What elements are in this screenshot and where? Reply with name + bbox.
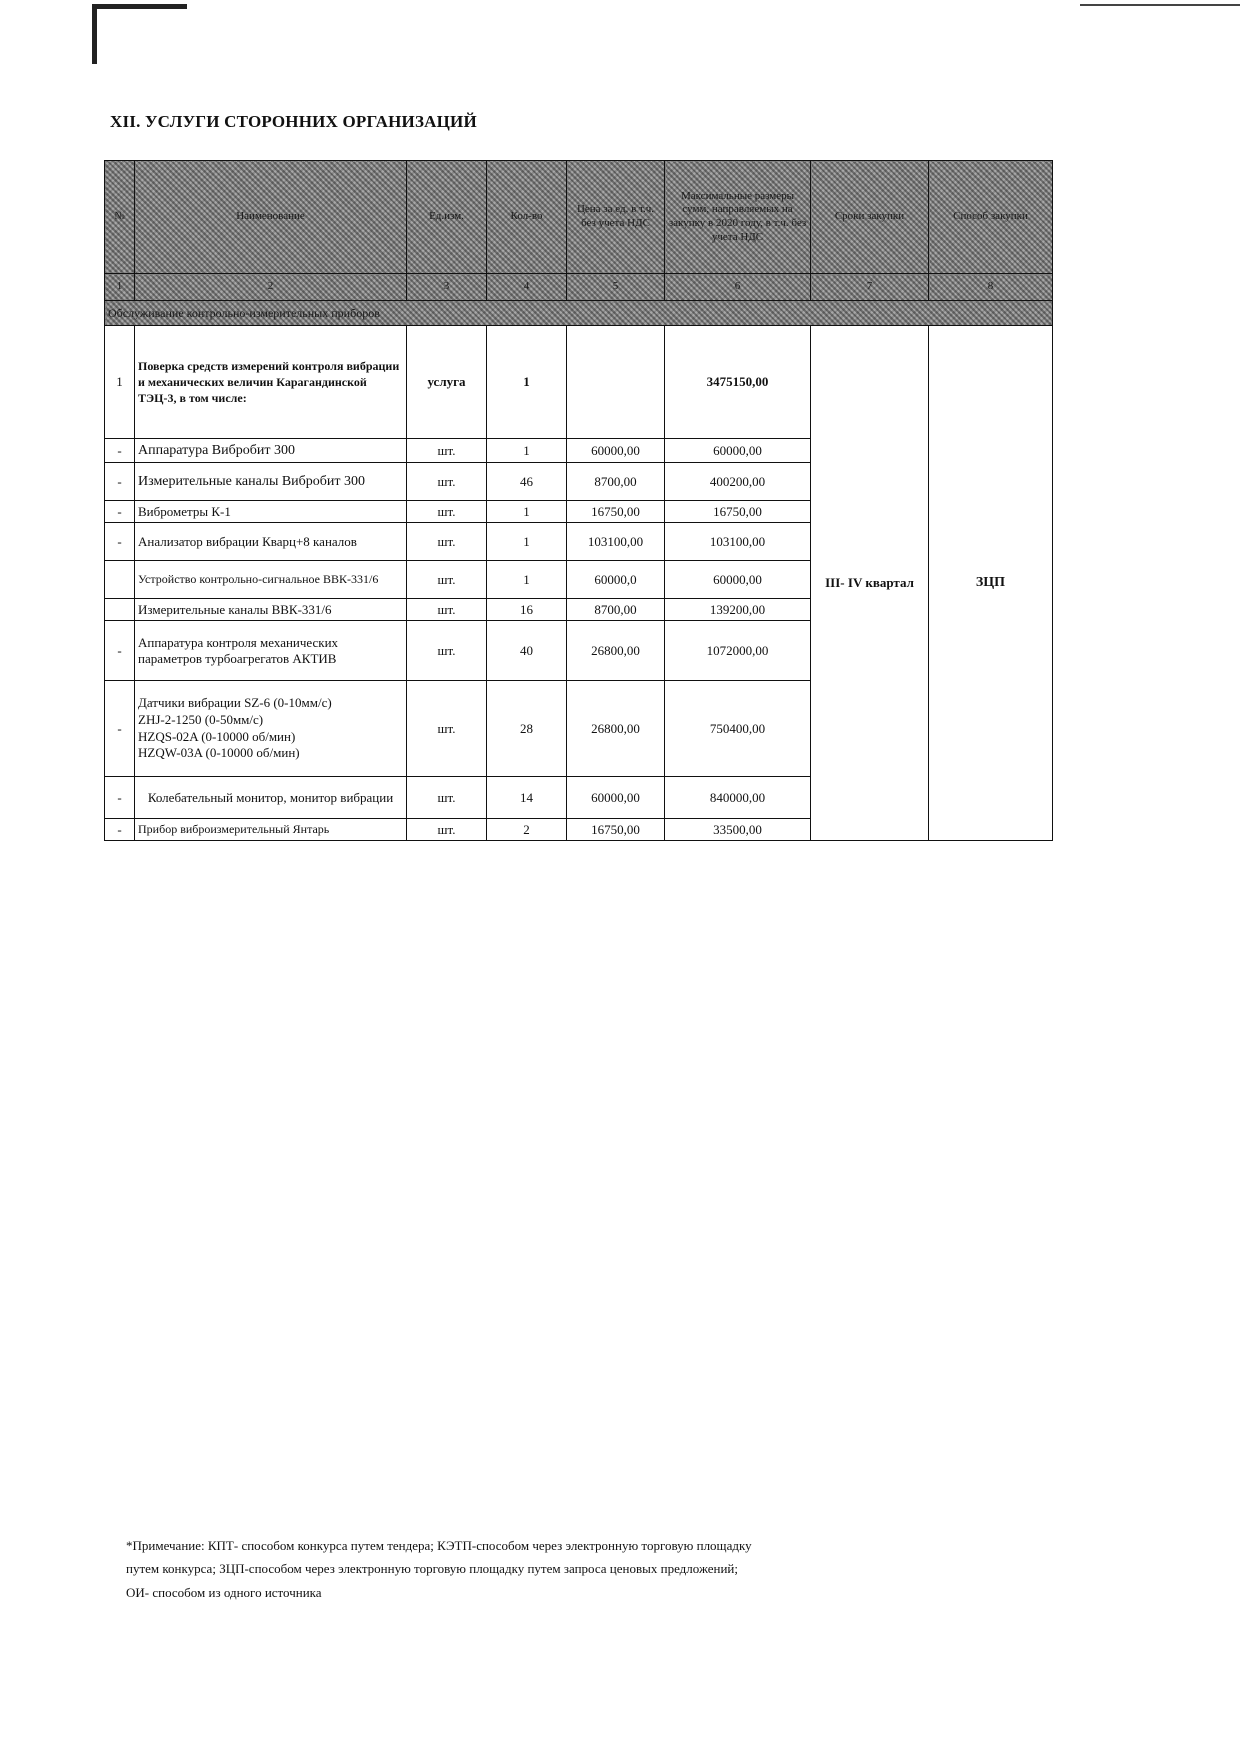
item-amount: 750400,00 <box>665 681 811 777</box>
item-price: 8700,00 <box>567 599 665 621</box>
footnote <box>126 1534 926 1604</box>
item-unit: шт. <box>407 621 487 681</box>
main-service-row <box>105 326 1053 439</box>
item-amount: 1072000,00 <box>665 621 811 681</box>
row-number: - <box>105 523 135 561</box>
item-amount: 400200,00 <box>665 463 811 501</box>
row-number: - <box>105 819 135 841</box>
group-row <box>105 301 1053 326</box>
header-no: № <box>105 161 135 274</box>
column-number: 3 <box>407 274 487 301</box>
header-unit: Ед.изм. <box>407 161 487 274</box>
procurement-method: ЗЦП <box>929 326 1053 841</box>
column-number: 7 <box>811 274 929 301</box>
row-number: - <box>105 621 135 681</box>
header-method: Способ закупки <box>929 161 1053 274</box>
column-number: 6 <box>665 274 811 301</box>
item-name: Аппаратура контроля механических параметров турбоагрегатов АКТИВ <box>135 621 407 681</box>
footnote-line: *Примечание: КПТ- способом конкурса путем тендера; КЭТП-способом через электронную торговую площадку <box>126 1538 752 1553</box>
table-header-row <box>105 161 1053 274</box>
column-number: 2 <box>135 274 407 301</box>
header-price: Цена за ед. в т.ч. без учета НДС <box>567 161 665 274</box>
item-price: 60000,00 <box>567 439 665 463</box>
item-qty: 28 <box>487 681 567 777</box>
item-unit: шт. <box>407 463 487 501</box>
services-table <box>104 160 1053 841</box>
item-amount: 60000,00 <box>665 439 811 463</box>
row-number: - <box>105 501 135 523</box>
item-name: Анализатор вибрации Кварц+8 каналов <box>135 523 407 561</box>
item-name: Датчики вибрации SZ-6 (0-10мм/с) ZHJ-2-1250 (0-50мм/с) HZQS-02A (0-10000 об/мин) HZQW-03A (0-10000 об/мин) <box>135 681 407 777</box>
column-number: 8 <box>929 274 1053 301</box>
item-unit: шт. <box>407 523 487 561</box>
item-qty: 2 <box>487 819 567 841</box>
item-price: 60000,00 <box>567 777 665 819</box>
header-qty: Кол-во <box>487 161 567 274</box>
item-qty: 1 <box>487 561 567 599</box>
item-qty: 46 <box>487 463 567 501</box>
service-price <box>567 326 665 439</box>
item-price: 26800,00 <box>567 621 665 681</box>
item-qty: 14 <box>487 777 567 819</box>
column-number-row <box>105 274 1053 301</box>
item-qty: 1 <box>487 523 567 561</box>
item-name: Аппаратура Вибробит 300 <box>135 439 407 463</box>
item-unit: шт. <box>407 777 487 819</box>
item-amount: 33500,00 <box>665 819 811 841</box>
service-unit: услуга <box>407 326 487 439</box>
item-unit: шт. <box>407 439 487 463</box>
item-amount: 60000,00 <box>665 561 811 599</box>
column-number: 1 <box>105 274 135 301</box>
item-unit: шт. <box>407 819 487 841</box>
item-amount: 103100,00 <box>665 523 811 561</box>
item-name: Прибор виброизмерительный Янтарь <box>135 819 407 841</box>
footnote-line: путем конкурса; ЗЦП-способом через электронную торговую площадку путем запроса ценовых предложений; <box>126 1561 739 1577</box>
header-term: Сроки закупки <box>811 161 929 274</box>
item-price: 60000,0 <box>567 561 665 599</box>
service-amount: 3475150,00 <box>665 326 811 439</box>
item-unit: шт. <box>407 561 487 599</box>
item-name: Колебательный монитор, монитор вибрации <box>135 777 407 819</box>
group-title: Обслуживание контрольно-измерительных приборов <box>105 301 1053 326</box>
item-unit: шт. <box>407 681 487 777</box>
service-name: Поверка средств измерений контроля вибрации и механических величин Карагандинской ТЭЦ-3, в том числе: <box>135 326 407 439</box>
service-qty: 1 <box>487 326 567 439</box>
item-qty: 40 <box>487 621 567 681</box>
item-amount: 840000,00 <box>665 777 811 819</box>
scan-edge-mark <box>92 4 187 9</box>
row-number: - <box>105 463 135 501</box>
item-unit: шт. <box>407 501 487 523</box>
row-number: 1 <box>105 326 135 439</box>
scan-edge-mark <box>92 4 97 64</box>
item-name: Измерительные каналы ВВК-331/6 <box>135 599 407 621</box>
item-name: Измерительные каналы Вибробит 300 <box>135 463 407 501</box>
item-price: 16750,00 <box>567 819 665 841</box>
row-number <box>105 599 135 621</box>
row-number <box>105 561 135 599</box>
item-price: 16750,00 <box>567 501 665 523</box>
scan-edge-mark <box>1080 4 1240 6</box>
item-price: 103100,00 <box>567 523 665 561</box>
item-amount: 16750,00 <box>665 501 811 523</box>
item-unit: шт. <box>407 599 487 621</box>
section-title: XII. УСЛУГИ СТОРОННИХ ОРГАНИЗАЦИЙ <box>110 112 477 131</box>
procurement-term: III- IV квартал <box>811 326 929 841</box>
column-number: 4 <box>487 274 567 301</box>
column-number: 5 <box>567 274 665 301</box>
header-name: Наименование <box>135 161 407 274</box>
item-price: 8700,00 <box>567 463 665 501</box>
item-price: 26800,00 <box>567 681 665 777</box>
header-max-amount: Максимальные размеры сумм, направляемых на закупку в 2020 году, в т.ч. без учета НДС <box>665 161 811 274</box>
item-qty: 16 <box>487 599 567 621</box>
item-qty: 1 <box>487 501 567 523</box>
item-amount: 139200,00 <box>665 599 811 621</box>
item-qty: 1 <box>487 439 567 463</box>
row-number: - <box>105 777 135 819</box>
row-number: - <box>105 439 135 463</box>
item-name: Виброметры К-1 <box>135 501 407 523</box>
row-number: - <box>105 681 135 777</box>
item-name: Устройство контрольно-сигнальное ВВК-331/6 <box>135 561 407 599</box>
footnote-line: ОИ- способом из одного источника <box>126 1584 322 1600</box>
